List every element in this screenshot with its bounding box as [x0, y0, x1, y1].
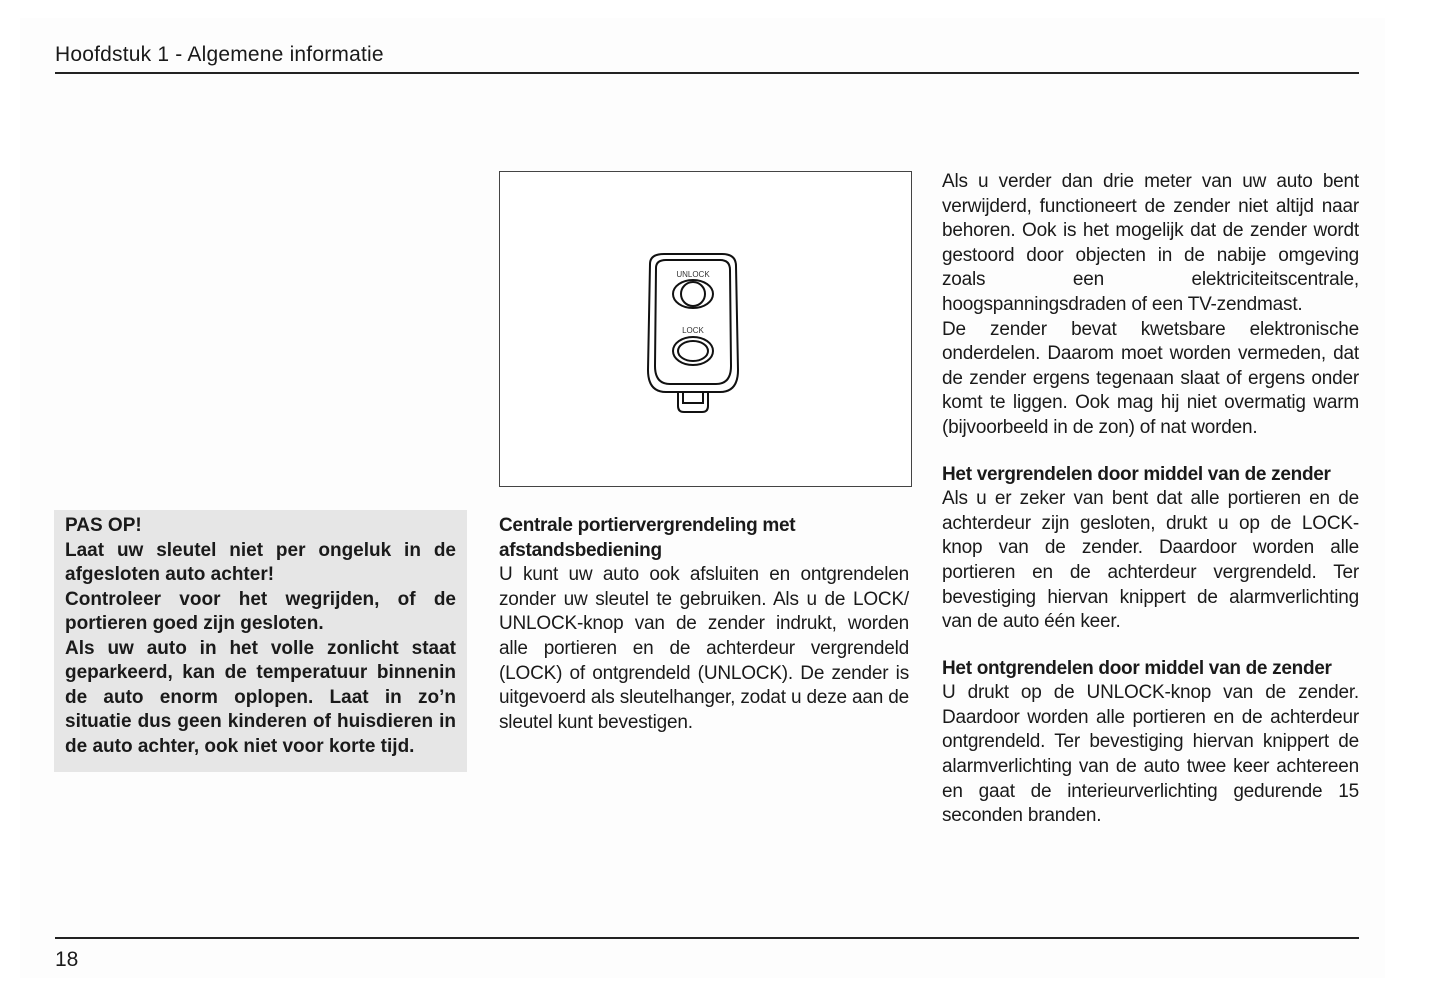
section-heading-unlock: Het ontgrendelen door middel van de zender	[942, 657, 1332, 679]
section-body-unlock: U drukt op de UNLOCK-knop van de zender. Daardoor worden alle portieren en de achterdeur ontgrendeld. Ter bevestiging hiervan knippert de alarmverlichting van de auto twee keer achtereen en gaat de interieurverlichting gedurende 15 seconden branden.	[942, 682, 1359, 827]
right-column	[942, 170, 1359, 829]
section-body-lock: Als u er zeker van bent dat alle portieren en de achterdeur zijn gesloten, drukt u op de LOCK-knop van de zender. Daardoor worden alle portieren en de achterdeur vergrendeld. Ter bevestiging hiervan knippert de alarmverlichting van de auto één keer.	[942, 488, 1359, 633]
intro-paragraph: De zender bevat kwetsbare elektronische onderdelen. Daarom moet worden vermeden, dat de zender ergens tegenaan slaat of ergens onder komt te liggen. Ook mag hij niet overmatig warm (bijvoorbeeld in de zon) of nat worden.	[942, 318, 1359, 438]
unlock-label: UNLOCK	[676, 270, 710, 279]
section-heading: Centrale portiervergrendeling met afstandsbediening	[499, 515, 796, 561]
key-fob-icon	[638, 250, 748, 420]
key-fob-figure	[499, 171, 912, 487]
middle-column	[499, 514, 909, 735]
header-rule	[55, 72, 1359, 74]
footer-rule	[55, 937, 1359, 939]
lock-label: LOCK	[682, 326, 704, 335]
warning-paragraph: Controleer voor het wegrijden, of de portieren goed zijn gesloten.	[65, 588, 456, 634]
warning-title: PAS OP!	[65, 515, 142, 536]
intro-paragraph: Als u verder dan drie meter van uw auto bent verwijderd, functioneert de zender niet altijd naar behoren. Ook is het mogelijk dat de zender wordt gestoord door objecten in de nabije omgeving zoals een elektriciteitscentrale, hoogspanningsdraden of een TV-zendmast.	[942, 171, 1359, 315]
chapter-title: Hoofdstuk 1 - Algemene informatie	[55, 43, 384, 66]
section-heading-lock: Het vergrendelen door middel van de zender	[942, 463, 1331, 485]
page-number: 18	[55, 948, 79, 971]
warning-box	[54, 510, 467, 772]
warning-paragraph: Als uw auto in het volle zonlicht staat geparkeerd, kan de temperatuur binnenin de auto enorm oplopen. Laat in zo’n situatie dus geen kinderen of huisdieren in de auto achter, ook niet voor korte tijd.	[65, 637, 456, 757]
section-body: U kunt uw auto ook afsluiten en ontgrendelen zonder uw sleutel te gebruiken. Als u de LOCK/ UNLOCK-knop van de zender indrukt, worden alle portieren en de achterdeur vergrendeld (LOCK) of ontgrendeld (UNLOCK). De zender is uitgevoerd als sleutelhanger, zodat u deze aan de sleutel kunt bevestigen.	[499, 564, 909, 733]
warning-paragraph: Laat uw sleutel niet per ongeluk in de afgesloten auto achter!	[65, 539, 456, 585]
